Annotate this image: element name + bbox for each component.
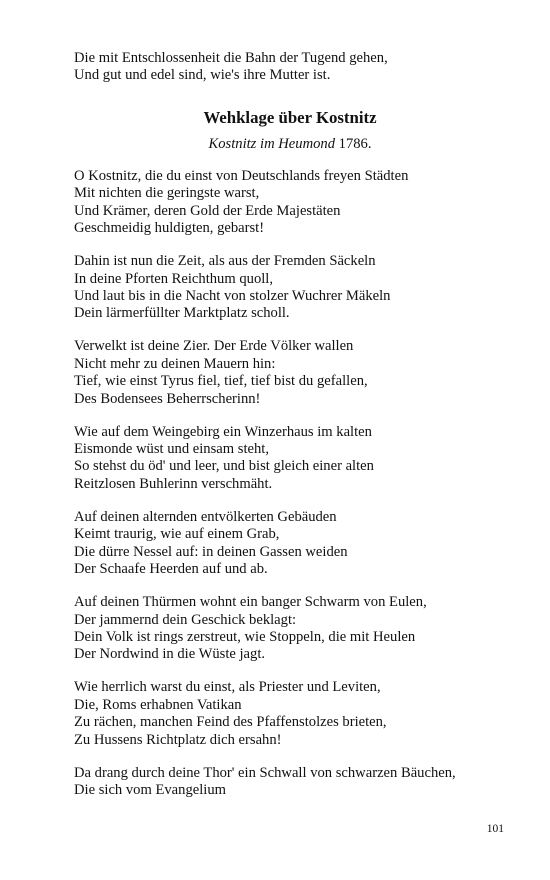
subtitle-year: 1786. <box>335 136 372 152</box>
verse-line: Zu rächen, manchen Feind des Pfaffenstolzes brieten, <box>74 714 387 731</box>
verse-line: Keimt traurig, wie auf einem Grab, <box>74 526 280 543</box>
verse-line: Wie herrlich warst du einst, als Priester und Leviten, <box>74 679 381 696</box>
stanza <box>74 338 524 408</box>
subtitle-place: Kostnitz im Heumond <box>208 136 335 152</box>
verse-line: Tief, wie einst Tyrus fiel, tief, tief bist du gefallen, <box>74 373 368 390</box>
page-number: 101 <box>486 823 504 835</box>
stanza <box>74 424 524 494</box>
verse-line: Dein lärmerfüllter Marktplatz scholl. <box>74 305 290 322</box>
stanza <box>74 168 524 238</box>
verse-line: Die, Roms erhabnen Vatikan <box>74 696 242 713</box>
stanza <box>74 765 524 800</box>
verse-line: Wie auf dem Weingebirg ein Winzerhaus im kalten <box>74 423 372 440</box>
verse-line: Auf deinen alternden entvölkerten Gebäuden <box>74 508 337 525</box>
verse-line: Eismonde wüst und einsam steht, <box>74 441 269 458</box>
verse-line: Geschmeidig huldigten, gebarst! <box>74 220 265 237</box>
verse-line: Dein Volk ist rings zerstreut, wie Stoppeln, die mit Heulen <box>74 628 416 645</box>
verse-line: Dahin ist nun die Zeit, als aus der Fremden Säckeln <box>74 253 376 270</box>
verse-line: Die mit Entschlossenheit die Bahn der Tugend gehen, <box>74 50 388 66</box>
verse-line: O Kostnitz, die du einst von Deutschlands freyen Städten <box>74 168 409 184</box>
verse-line: Die sich vom Evangelium <box>74 781 226 798</box>
verse-line: Die dürre Nessel auf: in deinen Gassen weiden <box>74 543 348 560</box>
poem-title: Wehklage über Kostnitz <box>203 108 377 127</box>
verse-line: Da drang durch deine Thor' ein Schwall von schwarzen Bäuchen, <box>74 764 456 781</box>
verse-line: Der Schaafe Heerden auf und ab. <box>74 561 268 578</box>
verse-line: Und gut und edel sind, wie's ihre Mutter ist. <box>74 67 331 84</box>
poem-subtitle <box>0 135 550 153</box>
stanza <box>74 594 524 664</box>
stanza <box>74 509 524 579</box>
verse-line: Verwelkt ist deine Zier. Der Erde Völker wallen <box>74 338 354 355</box>
verse-line: Nicht mehr zu deinen Mauern hin: <box>74 355 276 372</box>
stanza <box>74 679 524 749</box>
verse-line: Und Krämer, deren Gold der Erde Majestäten <box>74 202 341 219</box>
stanza <box>74 253 524 323</box>
verse-line: Des Bodensees Beherrscherinn! <box>74 390 261 407</box>
verse-line: Auf deinen Thürmen wohnt ein banger Schwarm von Eulen, <box>74 594 427 611</box>
verse-line: Mit nichten die geringste warst, <box>74 185 260 202</box>
previous-poem-ending <box>74 50 514 85</box>
verse-line: Der jammernd dein Geschick beklagt: <box>74 611 297 628</box>
verse-line: Und laut bis in die Nacht von stolzer Wuchrer Mäkeln <box>74 288 391 305</box>
verse-line: Reitzlosen Buhlerinn verschmäht. <box>74 475 273 492</box>
verse-line: Zu Hussens Richtplatz dich ersahn! <box>74 731 282 748</box>
verse-line: In deine Pforten Reichthum quoll, <box>74 270 274 287</box>
poem-body <box>74 168 524 815</box>
verse-line: Der Nordwind in die Wüste jagt. <box>74 646 266 663</box>
verse-line: So stehst du öd' und leer, und bist gleich einer alten <box>74 458 374 475</box>
